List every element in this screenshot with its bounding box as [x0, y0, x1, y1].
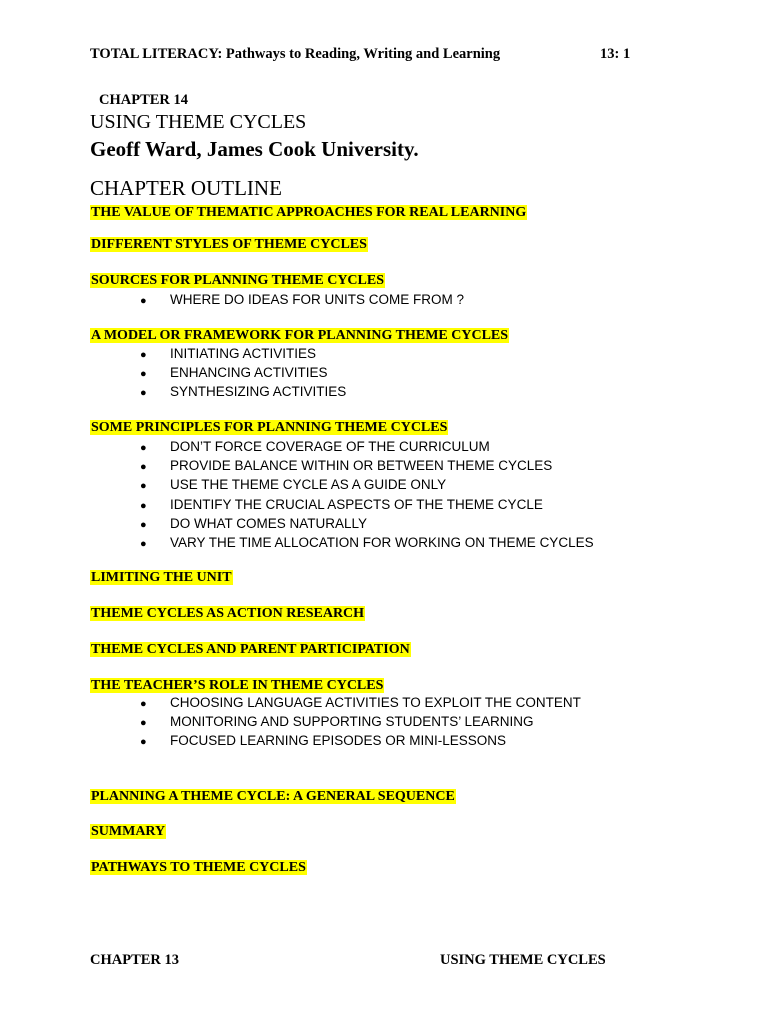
list-item [140, 693, 581, 712]
list-item-text: CHOOSING LANGUAGE ACTIVITIES TO EXPLOIT THE CONTENT [170, 695, 581, 710]
section-heading: THEME CYCLES AND PARENT PARTICIPATION [91, 642, 410, 657]
list-item-text: USE THE THEME CYCLE AS A GUIDE ONLY [170, 477, 447, 493]
section-heading: PLANNING A THEME CYCLE: A GENERAL SEQUENCE [91, 789, 455, 804]
outline-section [90, 822, 166, 841]
list-item-text: INITIATING ACTIVITIES [170, 346, 317, 361]
outline-section [90, 568, 233, 587]
bullet-icon: ● [140, 698, 147, 710]
outline-section [90, 604, 365, 623]
section-heading: LIMITING THE UNIT [91, 570, 232, 585]
list-item-text: FOCUSED LEARNING EPISODES OR MINI-LESSONS [170, 733, 507, 749]
bullet-icon: ● [140, 295, 147, 307]
section-heading: THE TEACHER’S ROLE IN THEME CYCLES [91, 678, 384, 693]
section-heading: SUMMARY [91, 824, 166, 839]
section-heading: THEME CYCLES AS ACTION RESEARCH [91, 606, 365, 621]
running-footer-chapter: CHAPTER 13 [90, 952, 180, 968]
list-item-text: DO WHAT COMES NATURALLY [170, 515, 368, 531]
list-item-text: DON’T FORCE COVERAGE OF THE CURRICULUM [170, 439, 490, 454]
bullet-icon: ● [140, 480, 147, 493]
bullet-icon: ● [140, 499, 147, 512]
running-header-title: TOTAL LITERACY: Pathways to Reading, Writing and Learning [90, 46, 501, 62]
section-heading: PATHWAYS TO THEME CYCLES [91, 860, 306, 875]
list-item [140, 731, 581, 750]
outline-section [90, 326, 509, 345]
list-item-text: IDENTIFY THE CRUCIAL ASPECTS OF THE THEME CYCLE [170, 496, 543, 512]
section-heading: DIFFERENT STYLES OF THEME CYCLES [91, 237, 367, 252]
list-item [140, 712, 581, 731]
chapter-author: Geoff Ward, James Cook University. [90, 137, 419, 161]
list-item-text: WHERE DO IDEAS FOR UNITS COME FROM ? [170, 292, 465, 307]
list-item [140, 475, 594, 494]
list-item [140, 344, 346, 363]
bullet-icon: ● [140, 349, 147, 361]
list-item [140, 363, 346, 382]
list-item [140, 495, 594, 514]
running-footer-title: USING THEME CYCLES [440, 952, 606, 968]
outline-heading: CHAPTER OUTLINE [90, 176, 282, 200]
bullet-icon: ● [140, 368, 147, 381]
list-item-text: VARY THE TIME ALLOCATION FOR WORKING ON THEME CYCLES [170, 534, 594, 550]
list-item [140, 382, 346, 401]
outline-section [90, 235, 368, 254]
list-item-text: MONITORING AND SUPPORTING STUDENTS’ LEARNING [170, 714, 534, 730]
section-heading: THE VALUE OF THEMATIC APPROACHES FOR REAL LEARNING [91, 205, 527, 220]
section-heading: SOME PRINCIPLES FOR PLANNING THEME CYCLES [91, 420, 448, 435]
list-item [140, 437, 594, 456]
bullet-icon: ● [140, 442, 147, 454]
bullet-icon: ● [140, 537, 147, 550]
section-heading: A MODEL OR FRAMEWORK FOR PLANNING THEME CYCLES [91, 328, 509, 343]
list-item [140, 533, 594, 552]
outline-section [90, 271, 385, 290]
list-item [140, 514, 594, 533]
chapter-title: USING THEME CYCLES [90, 111, 307, 133]
bullet-icon: ● [140, 387, 147, 400]
section-heading: SOURCES FOR PLANNING THEME CYCLES [91, 273, 385, 288]
bullet-icon: ● [140, 736, 147, 749]
bullet-list [140, 344, 346, 402]
list-item-text: PROVIDE BALANCE WITHIN OR BETWEEN THEME CYCLES [170, 458, 553, 474]
list-item [140, 290, 464, 309]
outline-section [90, 640, 411, 659]
bullet-icon: ● [140, 717, 147, 730]
outline-section [90, 203, 527, 222]
running-header-page-ref: 13: 1 [600, 46, 631, 62]
chapter-label: CHAPTER 14 [99, 92, 189, 108]
bullet-list [140, 693, 581, 751]
bullet-icon: ● [140, 461, 147, 474]
outline-section [90, 787, 456, 806]
bullet-icon: ● [140, 518, 147, 531]
bullet-list [140, 290, 464, 309]
bullet-list [140, 437, 594, 552]
outline-section [90, 418, 448, 437]
outline-section [90, 858, 307, 877]
list-item [140, 456, 594, 475]
list-item-text: ENHANCING ACTIVITIES [170, 365, 328, 381]
list-item-text: SYNTHESIZING ACTIVITIES [170, 384, 347, 400]
